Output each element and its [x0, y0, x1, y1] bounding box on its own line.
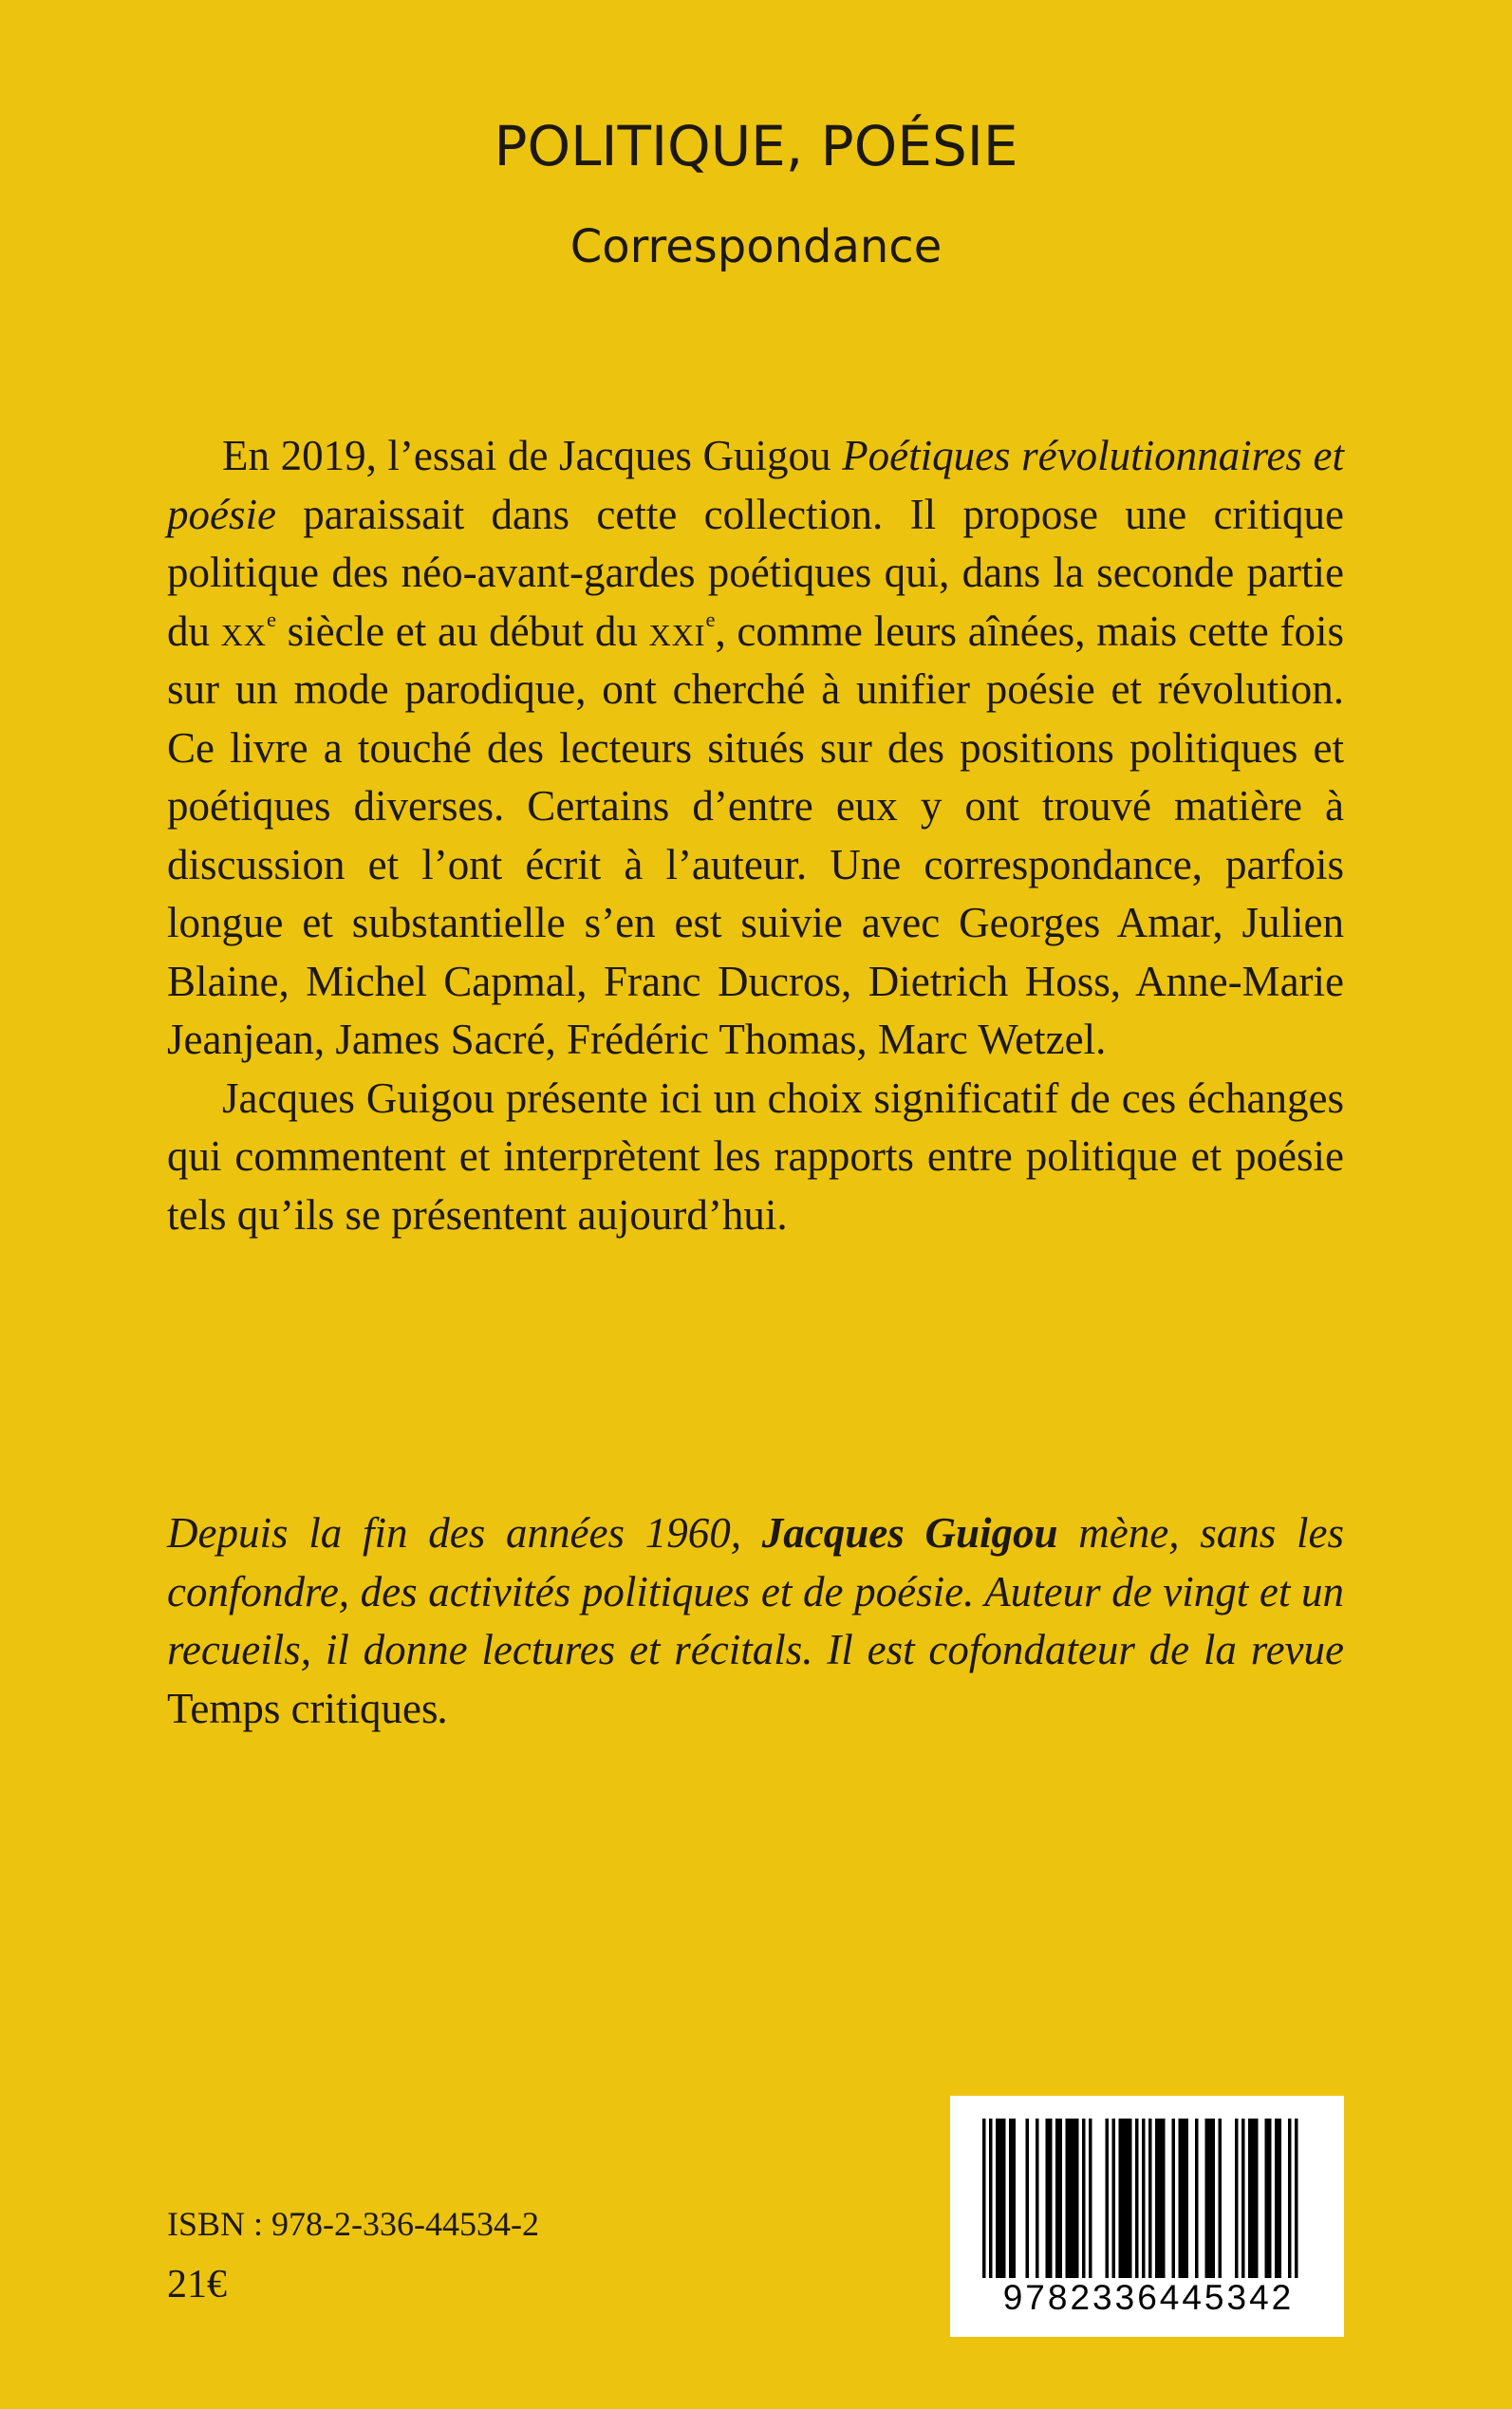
barcode-bar	[996, 2119, 999, 2278]
price: 21€	[167, 2263, 227, 2306]
book-title: POLITIQUE, POÉSIE	[494, 114, 1018, 178]
barcode-bar	[1159, 2119, 1163, 2278]
back-cover-blurb	[167, 427, 1344, 1244]
barcode-bar	[1036, 2119, 1039, 2278]
barcode-bar	[1073, 2119, 1076, 2278]
barcode-bar	[1069, 2119, 1073, 2278]
author-bio	[167, 1504, 1344, 1738]
barcode-bar	[1172, 2119, 1176, 2278]
bio-text: mène, sans les confondre, des activités politiques et de poésie. Auteur de vingt et un recueils, il donne lectures et récitals. Il est cofondateur de la revue	[167, 1509, 1344, 1673]
barcode-bar	[1185, 2119, 1189, 2278]
barcode-bar	[1252, 2119, 1256, 2278]
blurb-text: , comme leurs aînées, mais cette fois sur un mode parodique, ont cherché à unifier poésie et révolution. Ce livre a touché des lecteurs situés sur des positions politiques et poétiques diverses. Certains d’entre eux y ont trouvé matière à discussion et l’ont écrit à l’auteur. Une correspondance, parfois longue et substantielle s’en est suivie avec Georges Amar, Julien Blaine, Michel Capmal, Franc Ducros, Dietrich Hoss, Anne-Marie Jeanjean, James Sacré, Frédéric Thomas, Marc Wetzel.	[167, 607, 1344, 1063]
barcode-bar	[1055, 2119, 1059, 2278]
blurb-text: paraissait dans cette collection. Il propose une critique politique des néo-avant-gardes poétiques qui, dans la seconde partie du	[167, 490, 1344, 655]
barcode-bar	[1212, 2119, 1216, 2278]
barcode-bar	[1295, 2119, 1298, 2278]
bio-text: Depuis la fin des années 1960,	[167, 1509, 762, 1557]
barcode-bar	[1049, 2119, 1053, 2278]
barcode-bar	[1122, 2119, 1126, 2278]
barcode-bar	[1142, 2119, 1146, 2278]
barcode-bar	[1106, 2119, 1110, 2278]
barcode-bar	[1288, 2119, 1292, 2278]
barcode-bar	[1112, 2119, 1116, 2278]
barcode-bars	[982, 2119, 1313, 2278]
barcode-bar	[999, 2119, 1003, 2278]
barcode-bar	[1119, 2119, 1123, 2278]
author-name: Jacques Guigou	[761, 1509, 1058, 1557]
book-subtitle: Correspondance	[569, 220, 943, 273]
barcode-bar	[1241, 2119, 1245, 2278]
barcode	[950, 2096, 1344, 2337]
blurb-text: siècle et au début du	[275, 607, 649, 655]
blurb-paragraph-1	[167, 427, 1344, 1070]
barcode-bar	[1208, 2119, 1212, 2278]
barcode-bar	[1082, 2119, 1086, 2278]
barcode-bar	[1009, 2119, 1013, 2278]
barcode-bar	[1002, 2119, 1006, 2278]
barcode-bar	[1205, 2119, 1209, 2278]
barcode-bar	[1265, 2119, 1269, 2278]
barcode-bar	[982, 2119, 986, 2278]
barcode-bar	[1195, 2119, 1199, 2278]
barcode-bar	[989, 2119, 993, 2278]
blurb-text: En 2019, l’essai de Jacques Guigou	[222, 432, 843, 479]
barcode-bar	[1075, 2119, 1079, 2278]
barcode-bar	[1046, 2119, 1050, 2278]
barcode-bar	[1182, 2119, 1185, 2278]
barcode-bar	[1129, 2119, 1132, 2278]
barcode-bar	[1248, 2119, 1252, 2278]
barcode-bar	[1155, 2119, 1159, 2278]
barcode-bar	[1279, 2119, 1282, 2278]
bio-text: .	[438, 1684, 449, 1732]
barcode-bar	[1026, 2119, 1030, 2278]
barcode-bar	[1179, 2119, 1183, 2278]
barcode-bar	[1066, 2119, 1070, 2278]
essay-title: Poétiques révolutionnaires et poésie	[167, 432, 1344, 538]
barcode-bar	[1059, 2119, 1063, 2278]
isbn: ISBN : 978-2-336-44534-2	[167, 2205, 539, 2243]
barcode-bar	[1162, 2119, 1166, 2278]
barcode-bar	[1275, 2119, 1279, 2278]
barcode-digits: 9782336445342	[1002, 2278, 1295, 2317]
blurb-paragraph-2: Jacques Guigou présente ici un choix significatif de ces échanges qui commentent et interprètent les rapports entre politique et poésie tels qu’ils se présentent aujourd’hui.	[167, 1074, 1344, 1239]
barcode-bar	[1219, 2119, 1223, 2278]
superscript-e: e	[266, 607, 276, 631]
century-21: xxi	[648, 607, 706, 655]
barcode-bar	[1013, 2119, 1017, 2278]
superscript-e: e	[705, 607, 716, 631]
barcode-bar	[1089, 2119, 1092, 2278]
barcode-bar	[1148, 2119, 1152, 2278]
century-20: xx	[220, 607, 267, 655]
barcode-bar	[1135, 2119, 1139, 2278]
barcode-bar	[1126, 2119, 1129, 2278]
barcode-bar	[1235, 2119, 1239, 2278]
journal-name: Temps critiques	[167, 1684, 439, 1732]
barcode-bar	[1255, 2119, 1259, 2278]
barcode-bar	[1268, 2119, 1272, 2278]
